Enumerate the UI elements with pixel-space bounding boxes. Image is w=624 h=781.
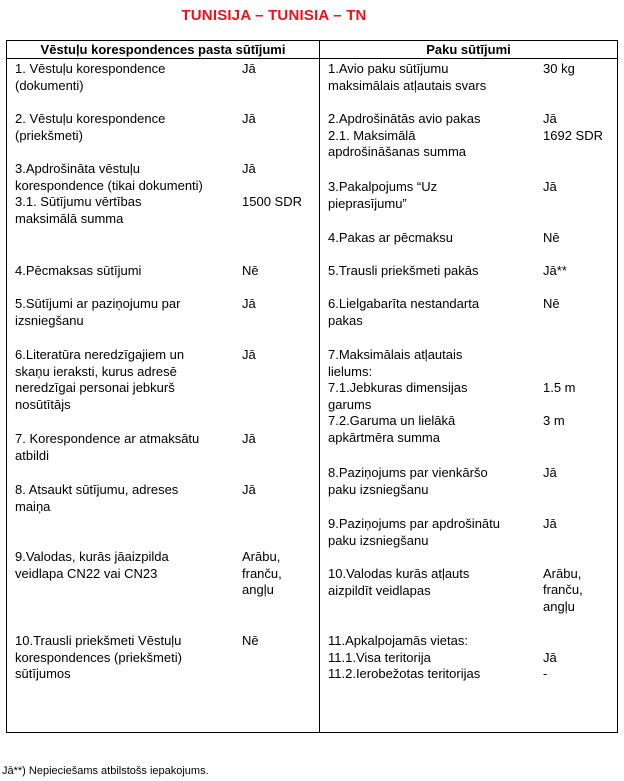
parcels-item-label: 1.Avio paku sūtījumu maksimālais atļautais svars xyxy=(328,61,487,93)
letters-item-label: 8. Atsaukt sūtījumu, adreses maiņa xyxy=(15,482,179,514)
parcels-item-value: 1.5 m 3 m xyxy=(543,380,576,428)
parcels-item-label: 2.Apdrošinātās avio pakas 2.1. Maksimālā apdrošināšanas summa xyxy=(328,111,481,159)
letters-item-value: Jā xyxy=(242,347,256,362)
parcels-header: Paku sūtījumi xyxy=(426,42,511,57)
letters-item-value: Jā xyxy=(242,431,256,446)
letters-item-value: Jā xyxy=(242,61,256,76)
letters-item-label: 9.Valodas, kurās jāaizpilda veidlapa CN22 vai CN23 xyxy=(15,549,169,581)
parcels-item-value: Jā 1692 SDR xyxy=(543,111,603,143)
parcels-item-label: 4.Pakas ar pēcmaksu xyxy=(328,230,454,245)
letters-item-value: Nē xyxy=(242,633,259,648)
header-divider xyxy=(7,58,617,59)
letters-item-label: 1. Vēstuļu korespondence (dokumenti) xyxy=(15,61,166,93)
parcels-item-label: 9.Paziņojums par apdrošinātu paku izsniegšanu xyxy=(328,516,500,548)
parcels-item-label: 5.Trausli priekšmeti pakās xyxy=(328,263,479,278)
parcels-item-label: 7.Maksimālais atļautais lielums: 7.1.Jebkuras dimensijas garums 7.2.Garuma un lielākā apkārtmēra summa xyxy=(328,347,468,445)
page-title: TUNISIJA – TUNISIA – TN xyxy=(181,7,367,24)
letters-item-label: 4.Pēcmaksas sūtījumi xyxy=(15,263,142,278)
parcels-item-value: Jā - xyxy=(543,649,557,681)
parcels-item-label: 11.Apkalpojamās vietas: 11.1.Visa teritorija 11.2.Ierobežotas teritorijas xyxy=(328,633,481,681)
letters-item-value: Jā 1500 SDR xyxy=(242,161,302,209)
letters-item-label: 7. Korespondence ar atmaksātu atbildi xyxy=(15,431,200,463)
letters-item-value: Jā xyxy=(242,296,256,311)
footnote: Jā**) Nepieciešams atbilstošs iepakojums. xyxy=(2,765,209,777)
letters-item-label: 2. Vēstuļu korespondence (priekšmeti) xyxy=(15,111,166,143)
letters-item-label: 10.Trausli priekšmeti Vēstuļu korespondences (priekšmeti) sūtījumos xyxy=(15,633,182,681)
parcels-item-label: 8.Paziņojums par vienkāršo paku izsniegšanu xyxy=(328,465,488,497)
letters-item-label: 3.Apdrošināta vēstuļu korespondence (tikai dokumenti) 3.1. Sūtījumu vērtības maksimālā summa xyxy=(15,161,203,226)
letters-item-value: Jā xyxy=(242,482,256,497)
parcels-item-value: Jā** xyxy=(543,263,567,278)
letters-item-label: 6.Literatūra neredzīgajiem un skaņu ieraksti, kurus adresē neredzīgai personai jebkurš nosūtītājs xyxy=(15,347,185,412)
column-divider xyxy=(319,41,320,732)
parcels-item-label: 3.Pakalpojums “Uz pieprasījumu” xyxy=(328,179,438,211)
parcels-item-value: Jā xyxy=(543,465,557,480)
parcels-item-value: Nē xyxy=(543,296,560,311)
parcels-item-value: Jā xyxy=(543,516,557,531)
services-table xyxy=(6,40,618,733)
letters-item-label: 5.Sūtījumi ar paziņojumu par izsniegšanu xyxy=(15,296,181,328)
letters-item-value: Arābu, franču, angļu xyxy=(242,549,282,597)
parcels-item-label: 10.Valodas kurās atļauts aizpildīt veidlapas xyxy=(328,566,470,598)
letters-item-value: Nē xyxy=(242,263,259,278)
parcels-item-label: 6.Lielgabarīta nestandarta pakas xyxy=(328,296,480,328)
letters-item-value: Jā xyxy=(242,111,256,126)
parcels-item-value: 30 kg xyxy=(543,61,575,76)
parcels-item-value: Jā xyxy=(543,179,557,194)
parcels-item-value: Arābu, franču, angļu xyxy=(543,565,583,614)
letters-header: Vēstuļu korespondences pasta sūtījumi xyxy=(40,42,286,57)
parcels-item-value: Nē xyxy=(543,230,560,245)
